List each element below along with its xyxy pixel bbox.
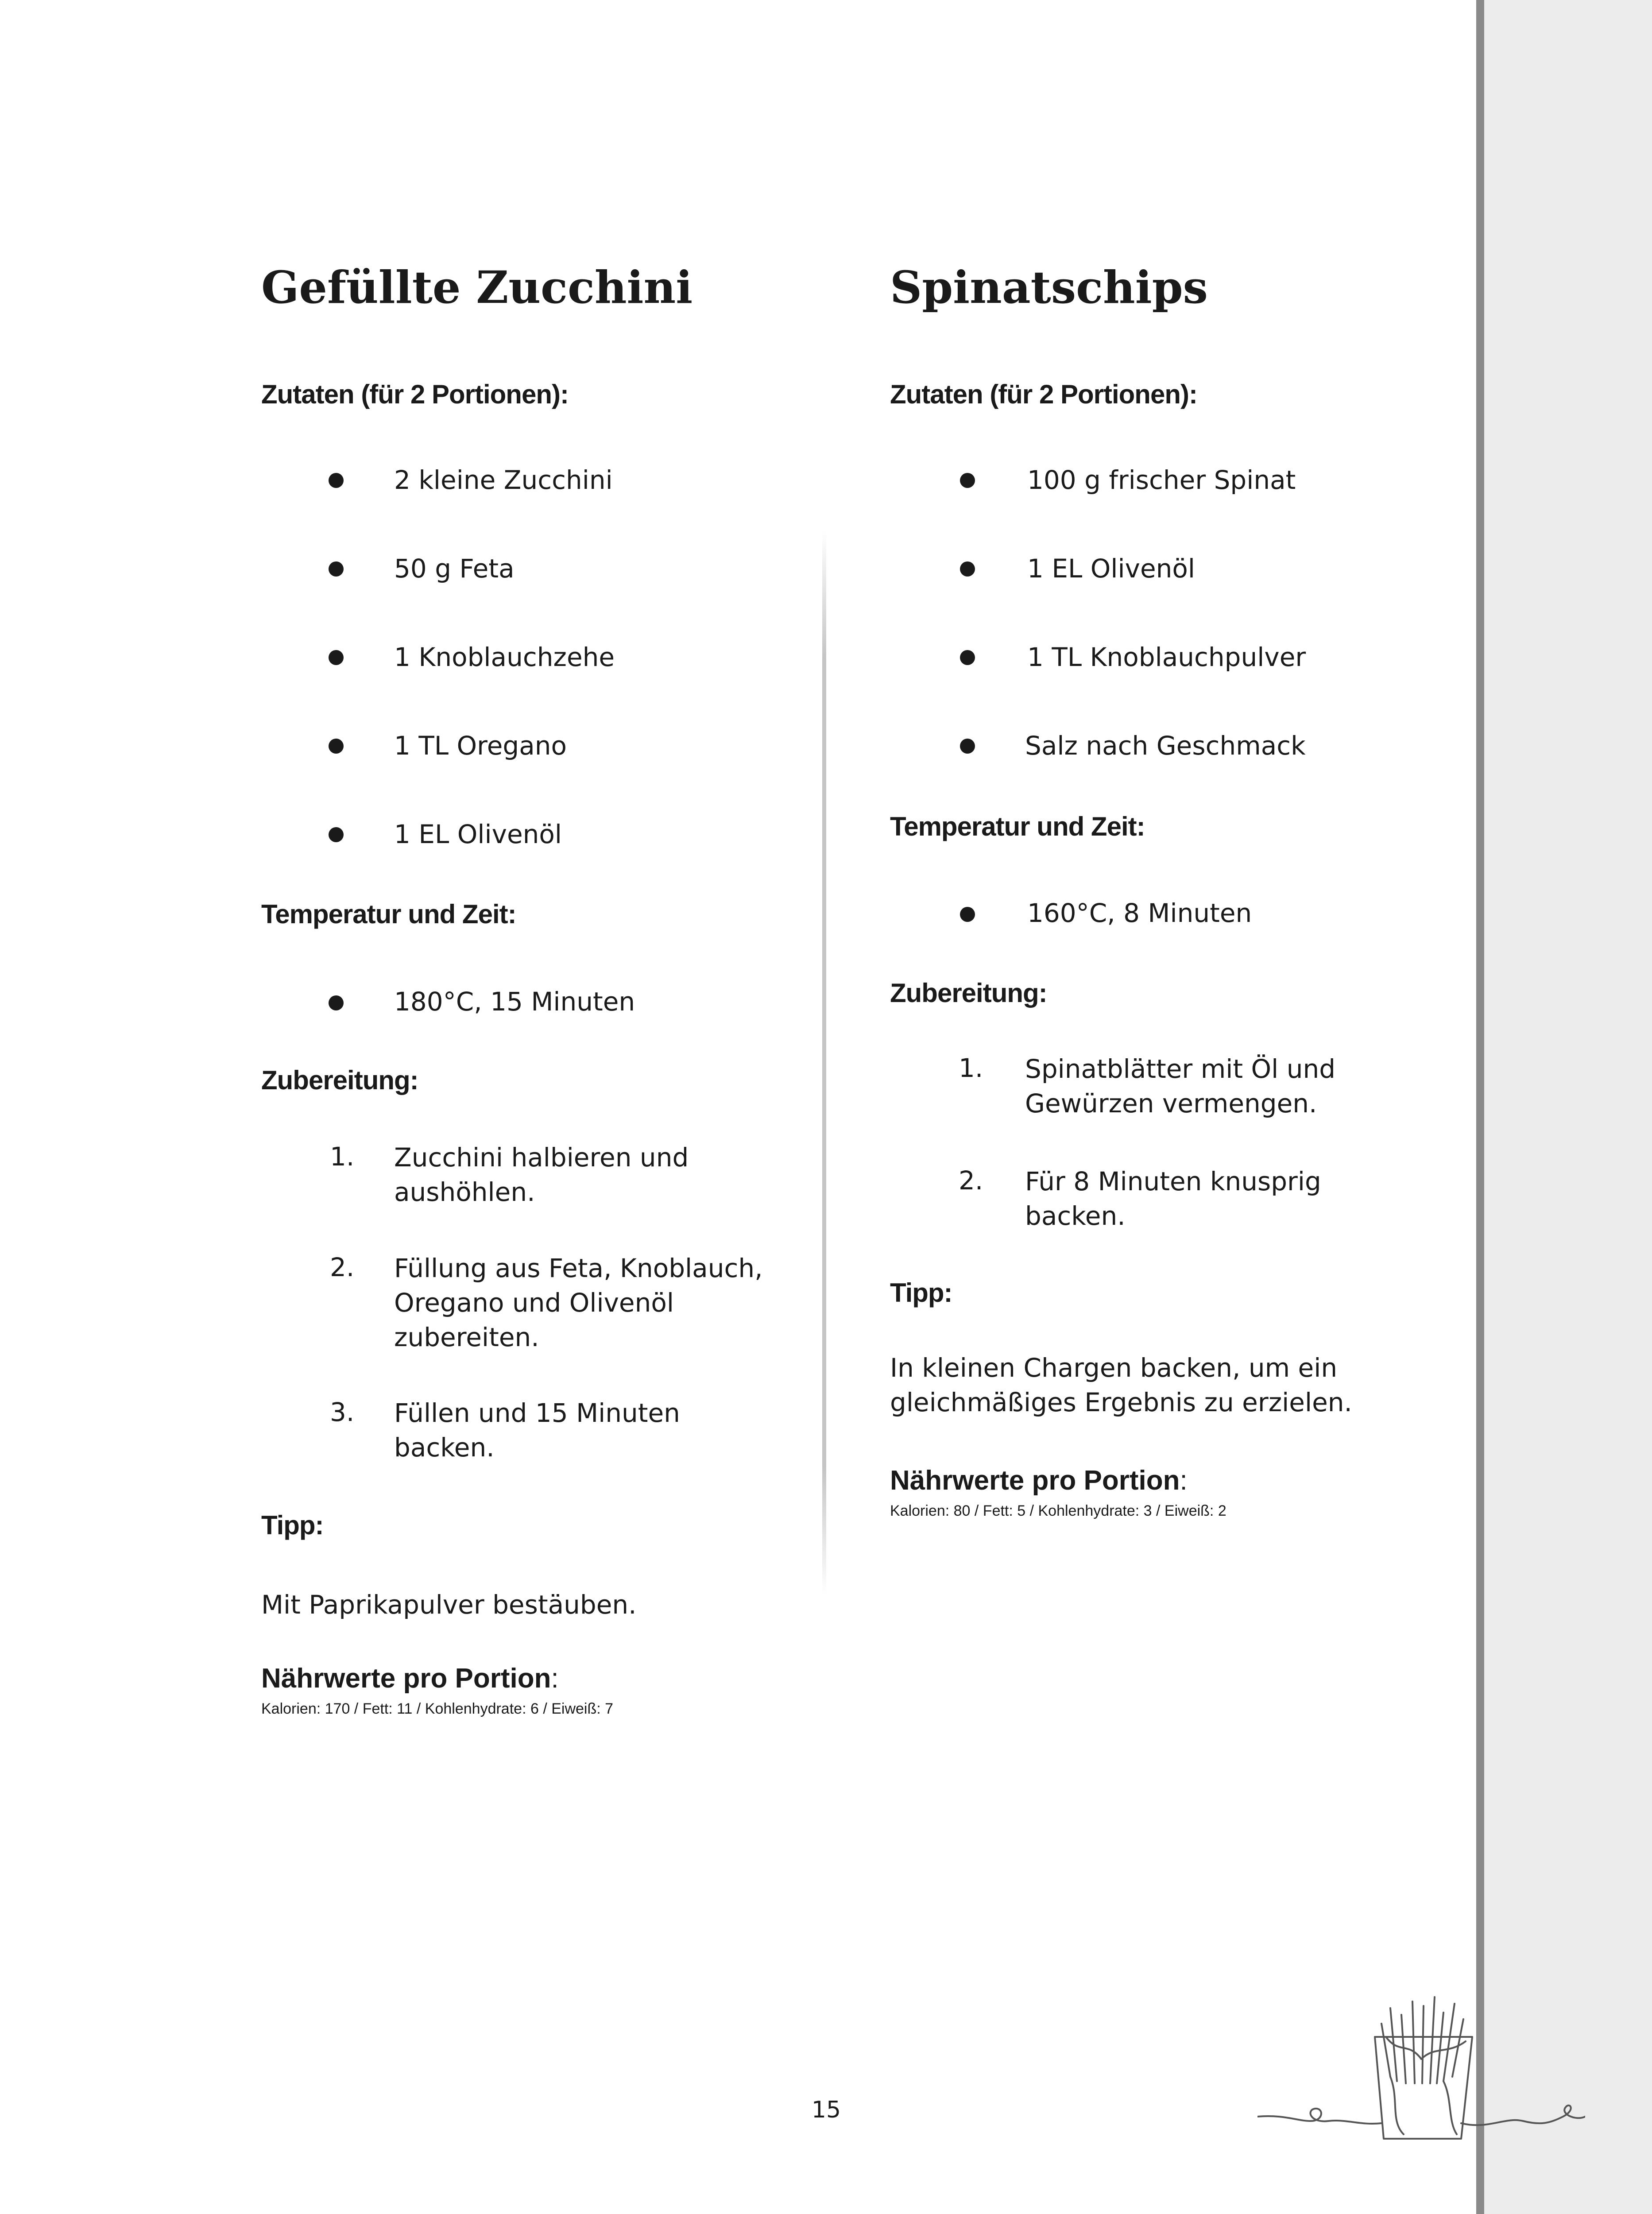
nutrition-values: Kalorien: 80 / Fett: 5 / Kohlenhydrate: 3 / Eiweiß: 2 (890, 1502, 1226, 1519)
temperature-heading: Temperatur und Zeit: (890, 812, 1145, 841)
tip-heading: Tipp: (261, 1510, 324, 1540)
ingredient-item: 50 g Feta (394, 554, 515, 584)
temperature-value: 180°C, 15 Minuten (394, 987, 635, 1017)
step-text: Für 8 Minuten knusprig backen. (1025, 1166, 1321, 1231)
ingredient-item: 1 EL Olivenöl (1027, 554, 1195, 584)
ingredient-item: Salz nach Geschmack (1025, 731, 1306, 761)
recipe-title: Gefüllte Zucchini (261, 261, 693, 314)
column-divider (822, 531, 826, 1594)
bullet-icon (960, 907, 975, 922)
bullet-icon (329, 561, 344, 577)
ingredient-item: 1 Knoblauchzehe (394, 642, 615, 672)
page-number: 15 (811, 2097, 841, 2123)
bullet-icon (329, 827, 344, 842)
step-number: 2. (959, 1165, 983, 1196)
bullet-icon (960, 739, 975, 754)
ingredient-item: 2 kleine Zucchini (394, 465, 613, 495)
step-text: Spinatblätter mit Öl und Gewürzen vermengen. (1025, 1054, 1336, 1119)
temperature-value: 160°C, 8 Minuten (1027, 898, 1252, 928)
tip-text: Mit Paprikapulver bestäuben. (261, 1590, 637, 1620)
bullet-icon (960, 561, 975, 577)
bullet-icon (960, 650, 975, 665)
ingredients-heading: Zutaten (für 2 Portionen): (261, 379, 569, 409)
ingredient-item: 100 g frischer Spinat (1027, 465, 1296, 495)
preparation-heading: Zubereitung: (261, 1065, 418, 1095)
recipe-title: Spinatschips (890, 261, 1208, 314)
tip-text: In kleinen Chargen backen, um ein gleichmäßiges Ergebnis zu erzielen. (890, 1353, 1352, 1417)
bullet-icon (329, 739, 344, 754)
step-text: Füllen und 15 Minuten backen. (394, 1398, 680, 1463)
preparation-heading: Zubereitung: (890, 978, 1047, 1008)
fries-line-drawing-icon (1257, 1988, 1585, 2152)
bullet-icon (329, 995, 344, 1010)
step-number: 2. (330, 1252, 355, 1282)
nutrition-heading: Nährwerte pro Portion: (261, 1663, 559, 1694)
tip-heading: Tipp: (890, 1278, 952, 1308)
step-number: 1. (330, 1142, 355, 1172)
bullet-icon (329, 650, 344, 665)
bullet-icon (960, 473, 975, 488)
ingredient-item: 1 TL Oregano (394, 731, 567, 761)
ingredient-item: 1 TL Knoblauchpulver (1027, 642, 1306, 672)
temperature-heading: Temperatur und Zeit: (261, 899, 516, 929)
step-number: 3. (330, 1397, 355, 1427)
step-text: Zucchini halbieren und aushöhlen. (394, 1142, 689, 1207)
ingredients-heading: Zutaten (für 2 Portionen): (890, 379, 1197, 409)
page-edge-shade (1476, 0, 1652, 2214)
nutrition-heading: Nährwerte pro Portion: (890, 1465, 1188, 1496)
bullet-icon (329, 473, 344, 488)
ingredient-item: 1 EL Olivenöl (394, 819, 562, 849)
page-edge-line (1476, 0, 1484, 2214)
step-number: 1. (959, 1053, 983, 1083)
step-text: Füllung aus Feta, Knoblauch, Oregano und Olivenöl zubereiten. (394, 1253, 763, 1352)
nutrition-values: Kalorien: 170 / Fett: 11 / Kohlenhydrate: 6 / Eiweiß: 7 (261, 1700, 614, 1717)
